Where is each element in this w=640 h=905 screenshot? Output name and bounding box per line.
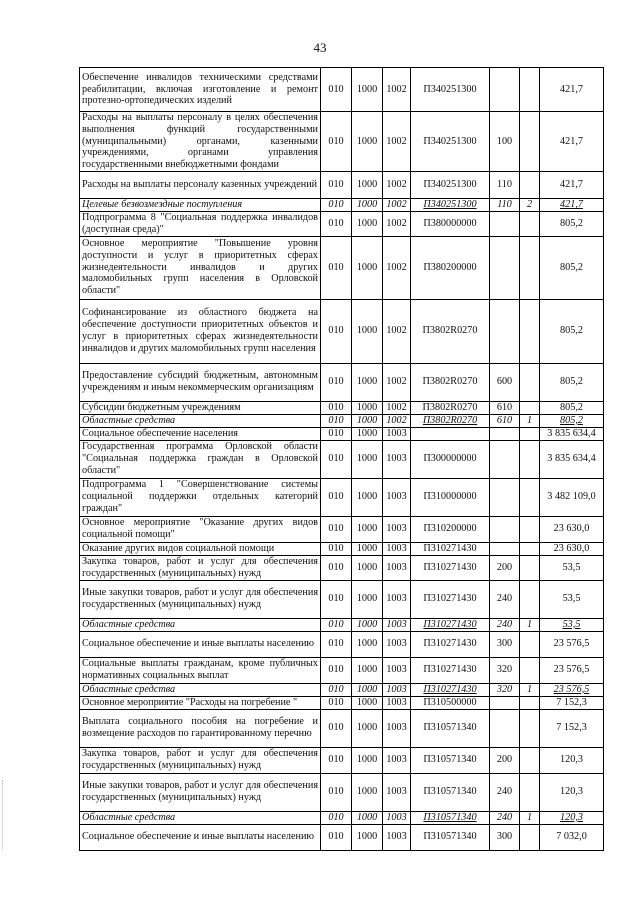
table-row — [80, 709, 604, 747]
row-admin-code-cell: 010 — [321, 211, 352, 236]
row-section-cell: 1000 — [352, 631, 383, 657]
row-amount-cell: 120,3 — [540, 747, 604, 773]
table-row — [80, 773, 604, 811]
row-amount-cell: 421,7 — [540, 171, 604, 198]
row-subsection-cell: 1003 — [383, 631, 411, 657]
table-row — [80, 211, 604, 236]
row-subsection-cell: 1003 — [383, 440, 411, 478]
row-subsection-cell: 1003 — [383, 657, 411, 683]
row-expense-type-cell: 320 — [490, 657, 520, 683]
row-admin-code-cell: 010 — [321, 811, 352, 824]
row-section-cell: 1000 — [352, 211, 383, 236]
row-subsection-cell: 1003 — [383, 427, 411, 440]
row-amount-cell: 23 630,0 — [540, 542, 604, 555]
row-source-cell — [520, 631, 540, 657]
row-source-cell — [520, 696, 540, 709]
row-subsection-cell: 1002 — [383, 299, 411, 363]
row-target-code-cell — [411, 427, 490, 440]
row-subsection-cell: 1003 — [383, 773, 411, 811]
row-target-code-cell: П340251300 — [411, 68, 490, 112]
row-source-cell — [520, 824, 540, 850]
row-target-code-cell: П310271430 — [411, 631, 490, 657]
table-row — [80, 112, 604, 172]
row-admin-code-cell: 010 — [321, 580, 352, 618]
row-section-cell: 1000 — [352, 440, 383, 478]
row-section-cell: 1000 — [352, 363, 383, 401]
row-amount-cell: 23 576,5 — [540, 683, 604, 696]
row-expense-type-cell: 240 — [490, 580, 520, 618]
row-expense-type-cell: 240 — [490, 773, 520, 811]
row-amount-cell: 120,3 — [540, 773, 604, 811]
table-row — [80, 542, 604, 555]
row-expense-type-cell: 600 — [490, 363, 520, 401]
row-target-code-cell: П340251300 — [411, 112, 490, 172]
row-section-cell: 1000 — [352, 580, 383, 618]
row-target-code-cell: П300000000 — [411, 440, 490, 478]
table-row — [80, 580, 604, 618]
row-admin-code-cell: 010 — [321, 68, 352, 112]
row-amount-cell: 23 576,5 — [540, 657, 604, 683]
row-subsection-cell: 1003 — [383, 542, 411, 555]
row-target-code-cell: П310500000 — [411, 696, 490, 709]
row-admin-code-cell: 010 — [321, 414, 352, 427]
row-expense-type-cell — [490, 68, 520, 112]
row-source-cell — [520, 516, 540, 542]
table-row — [80, 198, 604, 211]
row-expense-type-cell — [490, 542, 520, 555]
row-section-cell: 1000 — [352, 414, 383, 427]
row-source-cell — [520, 427, 540, 440]
row-target-code-cell: П380000000 — [411, 211, 490, 236]
row-name-cell: Подпрограмма 8 "Социальная поддержка инвалидов (доступная среда)" — [80, 211, 321, 236]
row-subsection-cell: 1002 — [383, 211, 411, 236]
table-row — [80, 516, 604, 542]
row-target-code-cell: П3802R0270 — [411, 414, 490, 427]
row-expense-type-cell: 300 — [490, 824, 520, 850]
table-row — [80, 618, 604, 631]
row-source-cell — [520, 112, 540, 172]
row-name-cell: Софинансирование из областного бюджета на обеспечение доступности приоритетных объектов и услуг в приоритетных сферах жизнедеятельности инвалидов и других маломобильных групп населения — [80, 299, 321, 363]
table-row — [80, 657, 604, 683]
row-source-cell: 1 — [520, 414, 540, 427]
row-target-code-cell: П3802R0270 — [411, 363, 490, 401]
table-row — [80, 236, 604, 299]
row-source-cell — [520, 211, 540, 236]
row-expense-type-cell: 200 — [490, 555, 520, 580]
row-amount-cell: 3 482 109,0 — [540, 478, 604, 516]
row-name-cell: Подпрограмма 1 "Совершенствование системы социальной поддержки отдельных категорий граждан" — [80, 478, 321, 516]
row-name-cell: Основное мероприятие "Оказание других видов социальной помощи" — [80, 516, 321, 542]
row-section-cell: 1000 — [352, 516, 383, 542]
row-admin-code-cell: 010 — [321, 747, 352, 773]
row-admin-code-cell: 010 — [321, 112, 352, 172]
budget-table-body — [80, 68, 604, 851]
row-source-cell — [520, 299, 540, 363]
row-admin-code-cell: 010 — [321, 618, 352, 631]
row-source-cell: 1 — [520, 618, 540, 631]
row-amount-cell: 3 835 634,4 — [540, 440, 604, 478]
row-name-cell: Оказание других видов социальной помощи — [80, 542, 321, 555]
row-amount-cell: 3 835 634,4 — [540, 427, 604, 440]
table-row — [80, 824, 604, 850]
row-amount-cell: 23 630,0 — [540, 516, 604, 542]
row-source-cell — [520, 747, 540, 773]
row-admin-code-cell: 010 — [321, 440, 352, 478]
row-subsection-cell: 1003 — [383, 747, 411, 773]
row-section-cell: 1000 — [352, 618, 383, 631]
table-row — [80, 363, 604, 401]
row-expense-type-cell: 320 — [490, 683, 520, 696]
row-target-code-cell: П310571340 — [411, 824, 490, 850]
row-subsection-cell: 1003 — [383, 824, 411, 850]
row-expense-type-cell: 110 — [490, 198, 520, 211]
row-source-cell — [520, 171, 540, 198]
row-section-cell: 1000 — [352, 555, 383, 580]
row-target-code-cell: П310571340 — [411, 773, 490, 811]
row-name-cell: Социальное обеспечение и иные выплаты населению — [80, 824, 321, 850]
row-target-code-cell: П310200000 — [411, 516, 490, 542]
row-expense-type-cell: 240 — [490, 811, 520, 824]
budget-table — [79, 67, 604, 851]
row-section-cell: 1000 — [352, 657, 383, 683]
row-admin-code-cell: 010 — [321, 236, 352, 299]
row-amount-cell: 421,7 — [540, 112, 604, 172]
row-target-code-cell: П310271430 — [411, 683, 490, 696]
row-amount-cell: 7 032,0 — [540, 824, 604, 850]
row-subsection-cell: 1003 — [383, 555, 411, 580]
table-row — [80, 414, 604, 427]
row-name-cell: Областные средства — [80, 414, 321, 427]
table-row — [80, 440, 604, 478]
table-row — [80, 696, 604, 709]
row-source-cell: 1 — [520, 683, 540, 696]
row-admin-code-cell: 010 — [321, 516, 352, 542]
row-subsection-cell: 1002 — [383, 198, 411, 211]
row-subsection-cell: 1002 — [383, 68, 411, 112]
row-amount-cell: 805,2 — [540, 401, 604, 414]
row-target-code-cell: П340251300 — [411, 171, 490, 198]
row-expense-type-cell — [490, 440, 520, 478]
row-name-cell: Расходы на выплаты персоналу в целях обеспечения выполнения функций государственными (муниципальными) органами, казенными учреждениями, органами управления государственными внебюджетными фондами — [80, 112, 321, 172]
row-subsection-cell: 1003 — [383, 709, 411, 747]
row-source-cell — [520, 709, 540, 747]
row-amount-cell: 7 152,3 — [540, 696, 604, 709]
row-section-cell: 1000 — [352, 299, 383, 363]
row-expense-type-cell — [490, 709, 520, 747]
row-section-cell: 1000 — [352, 427, 383, 440]
row-source-cell — [520, 401, 540, 414]
row-admin-code-cell: 010 — [321, 773, 352, 811]
row-section-cell: 1000 — [352, 401, 383, 414]
table-row — [80, 427, 604, 440]
row-section-cell: 1000 — [352, 709, 383, 747]
row-expense-type-cell: 610 — [490, 414, 520, 427]
table-row — [80, 478, 604, 516]
row-name-cell: Основное мероприятие "Расходы на погребение " — [80, 696, 321, 709]
row-name-cell: Государственная программа Орловской области "Социальная поддержка граждан в Орловской области" — [80, 440, 321, 478]
margin-marks — [2, 780, 6, 850]
row-amount-cell: 23 576,5 — [540, 631, 604, 657]
row-subsection-cell: 1002 — [383, 171, 411, 198]
row-expense-type-cell: 240 — [490, 618, 520, 631]
row-section-cell: 1000 — [352, 811, 383, 824]
table-row — [80, 631, 604, 657]
row-admin-code-cell: 010 — [321, 657, 352, 683]
row-name-cell: Предоставление субсидий бюджетным, автономным учреждениям и иным некоммерческим организациям — [80, 363, 321, 401]
row-expense-type-cell: 200 — [490, 747, 520, 773]
row-section-cell: 1000 — [352, 478, 383, 516]
row-expense-type-cell — [490, 427, 520, 440]
row-amount-cell: 421,7 — [540, 68, 604, 112]
table-row — [80, 555, 604, 580]
row-subsection-cell: 1002 — [383, 401, 411, 414]
table-row — [80, 68, 604, 112]
row-expense-type-cell — [490, 236, 520, 299]
row-amount-cell: 53,5 — [540, 618, 604, 631]
row-name-cell: Закупка товаров, работ и услуг для обеспечения государственных (муниципальных) нужд — [80, 747, 321, 773]
row-subsection-cell: 1003 — [383, 516, 411, 542]
row-admin-code-cell: 010 — [321, 631, 352, 657]
row-section-cell: 1000 — [352, 171, 383, 198]
row-section-cell: 1000 — [352, 773, 383, 811]
row-section-cell: 1000 — [352, 68, 383, 112]
row-section-cell: 1000 — [352, 824, 383, 850]
row-name-cell: Иные закупки товаров, работ и услуг для обеспечения государственных (муниципальных) нужд — [80, 773, 321, 811]
page-number: 43 — [313, 40, 327, 55]
row-source-cell — [520, 555, 540, 580]
row-source-cell — [520, 542, 540, 555]
row-name-cell: Социальное обеспечение и иные выплаты населению — [80, 631, 321, 657]
row-section-cell: 1000 — [352, 683, 383, 696]
row-amount-cell: 53,5 — [540, 580, 604, 618]
row-expense-type-cell: 610 — [490, 401, 520, 414]
row-source-cell — [520, 478, 540, 516]
row-target-code-cell: П310571340 — [411, 709, 490, 747]
row-target-code-cell: П380200000 — [411, 236, 490, 299]
row-expense-type-cell — [490, 696, 520, 709]
row-expense-type-cell — [490, 516, 520, 542]
row-admin-code-cell: 010 — [321, 299, 352, 363]
row-expense-type-cell: 300 — [490, 631, 520, 657]
row-admin-code-cell: 010 — [321, 683, 352, 696]
row-source-cell — [520, 440, 540, 478]
row-name-cell: Областные средства — [80, 683, 321, 696]
table-row — [80, 683, 604, 696]
row-expense-type-cell: 110 — [490, 171, 520, 198]
row-subsection-cell: 1003 — [383, 478, 411, 516]
row-amount-cell: 421,7 — [540, 198, 604, 211]
row-amount-cell: 805,2 — [540, 299, 604, 363]
row-source-cell — [520, 363, 540, 401]
row-amount-cell: 7 152,3 — [540, 709, 604, 747]
row-section-cell: 1000 — [352, 747, 383, 773]
row-admin-code-cell: 010 — [321, 478, 352, 516]
row-target-code-cell: П310271430 — [411, 555, 490, 580]
row-amount-cell: 120,3 — [540, 811, 604, 824]
row-source-cell — [520, 657, 540, 683]
row-admin-code-cell: 010 — [321, 696, 352, 709]
row-section-cell: 1000 — [352, 112, 383, 172]
row-target-code-cell: П340251300 — [411, 198, 490, 211]
row-section-cell: 1000 — [352, 696, 383, 709]
row-target-code-cell: П310271430 — [411, 657, 490, 683]
row-name-cell: Социальные выплаты гражданам, кроме публичных нормативных социальных выплат — [80, 657, 321, 683]
row-admin-code-cell: 010 — [321, 427, 352, 440]
row-amount-cell: 805,2 — [540, 414, 604, 427]
row-target-code-cell: П3802R0270 — [411, 401, 490, 414]
row-source-cell — [520, 580, 540, 618]
row-admin-code-cell: 010 — [321, 824, 352, 850]
table-row — [80, 747, 604, 773]
row-expense-type-cell: 100 — [490, 112, 520, 172]
row-name-cell: Расходы на выплаты персоналу казенных учреждений — [80, 171, 321, 198]
row-admin-code-cell: 010 — [321, 363, 352, 401]
row-expense-type-cell — [490, 211, 520, 236]
row-amount-cell: 805,2 — [540, 363, 604, 401]
row-target-code-cell: П310271430 — [411, 618, 490, 631]
row-subsection-cell: 1003 — [383, 618, 411, 631]
row-admin-code-cell: 010 — [321, 542, 352, 555]
row-name-cell: Областные средства — [80, 811, 321, 824]
row-amount-cell: 53,5 — [540, 555, 604, 580]
row-name-cell: Субсидии бюджетным учреждениям — [80, 401, 321, 414]
row-subsection-cell: 1002 — [383, 414, 411, 427]
row-subsection-cell: 1003 — [383, 580, 411, 618]
row-name-cell: Закупка товаров, работ и услуг для обеспечения государственных (муниципальных) нужд — [80, 555, 321, 580]
row-expense-type-cell — [490, 299, 520, 363]
row-target-code-cell: П310271430 — [411, 580, 490, 618]
row-section-cell: 1000 — [352, 236, 383, 299]
row-name-cell: Социальное обеспечение населения — [80, 427, 321, 440]
row-subsection-cell: 1003 — [383, 811, 411, 824]
row-name-cell: Иные закупки товаров, работ и услуг для обеспечения государственных (муниципальных) нужд — [80, 580, 321, 618]
row-section-cell: 1000 — [352, 198, 383, 211]
row-name-cell: Основное мероприятие "Повышение уровня доступности и услуг в приоритетных сферах жизнедеятельности инвалидов и других маломобильных групп населения в Орловской области" — [80, 236, 321, 299]
row-target-code-cell: П310000000 — [411, 478, 490, 516]
row-target-code-cell: П3802R0270 — [411, 299, 490, 363]
row-target-code-cell: П310571340 — [411, 747, 490, 773]
table-row — [80, 171, 604, 198]
row-subsection-cell: 1003 — [383, 683, 411, 696]
row-source-cell — [520, 773, 540, 811]
row-expense-type-cell — [490, 478, 520, 516]
row-subsection-cell: 1002 — [383, 236, 411, 299]
row-subsection-cell: 1002 — [383, 112, 411, 172]
row-amount-cell: 805,2 — [540, 211, 604, 236]
row-source-cell: 2 — [520, 198, 540, 211]
row-source-cell: 1 — [520, 811, 540, 824]
row-admin-code-cell: 010 — [321, 171, 352, 198]
table-row — [80, 299, 604, 363]
row-name-cell: Обеспечение инвалидов техническими средствами реабилитации, включая изготовление и ремонт протезно-ортопедических изделий — [80, 68, 321, 112]
row-source-cell — [520, 236, 540, 299]
row-name-cell: Областные средства — [80, 618, 321, 631]
row-amount-cell: 805,2 — [540, 236, 604, 299]
row-admin-code-cell: 010 — [321, 555, 352, 580]
row-admin-code-cell: 010 — [321, 198, 352, 211]
row-name-cell: Выплата социального пособия на погребение и возмещение расходов по гарантированному перечню — [80, 709, 321, 747]
row-name-cell: Целевые безвозмездные поступления — [80, 198, 321, 211]
row-target-code-cell: П310271430 — [411, 542, 490, 555]
row-subsection-cell: 1003 — [383, 696, 411, 709]
row-admin-code-cell: 010 — [321, 709, 352, 747]
table-row — [80, 811, 604, 824]
row-target-code-cell: П310571340 — [411, 811, 490, 824]
table-row — [80, 401, 604, 414]
row-subsection-cell: 1002 — [383, 363, 411, 401]
row-source-cell — [520, 68, 540, 112]
row-section-cell: 1000 — [352, 542, 383, 555]
row-admin-code-cell: 010 — [321, 401, 352, 414]
